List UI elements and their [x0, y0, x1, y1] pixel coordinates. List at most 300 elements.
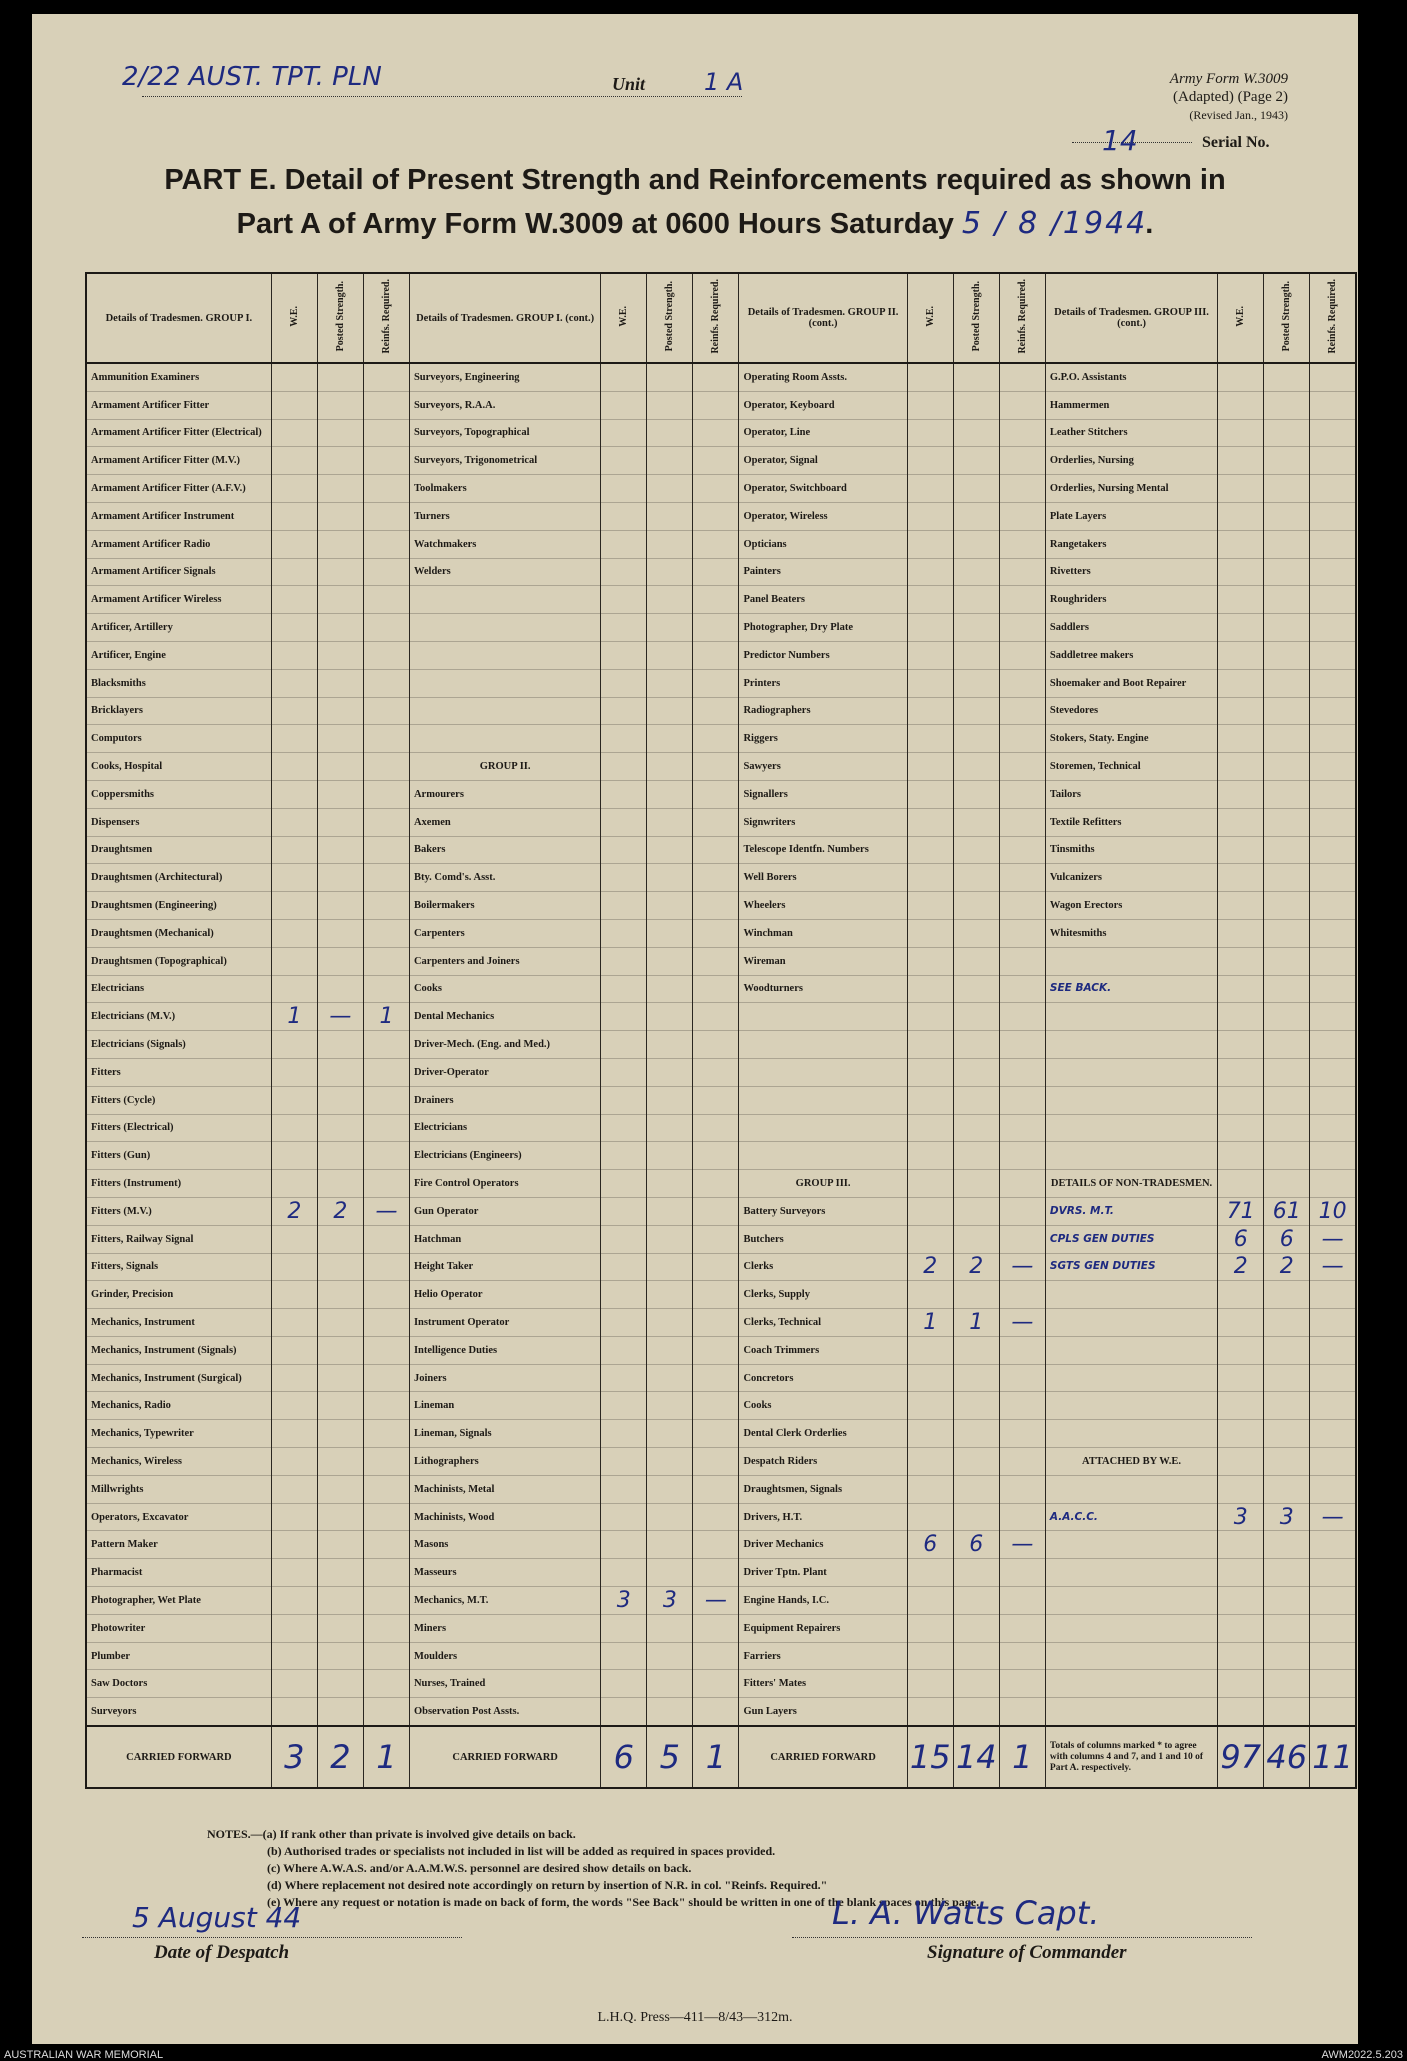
- posted-strength-cell: [1264, 1031, 1310, 1059]
- we-cell: [271, 363, 317, 391]
- we-cell: [1218, 641, 1264, 669]
- reinfs-required-cell: [1310, 1559, 1356, 1587]
- reinfs-required-cell: [363, 975, 409, 1003]
- we-cell: [907, 947, 953, 975]
- posted-strength-cell: [317, 614, 363, 642]
- we-cell: [1218, 1698, 1264, 1726]
- trade-label: Signwriters: [739, 808, 907, 836]
- we-cell: [601, 1197, 647, 1225]
- we-cell: [601, 614, 647, 642]
- we-cell: [1218, 1559, 1264, 1587]
- reinfs-required-cell: [1310, 947, 1356, 975]
- column-header-label: Reinfs. Required.: [1327, 279, 1339, 354]
- reinfs-required-cell: [363, 447, 409, 475]
- posted-strength-cell: [317, 1058, 363, 1086]
- trade-label: Carpenters and Joiners: [409, 947, 600, 975]
- reinfs-required-cell: [999, 1170, 1045, 1198]
- posted-strength-cell: [317, 1086, 363, 1114]
- reinfs-required-cell: [363, 1281, 409, 1309]
- posted-strength-cell: [953, 1114, 999, 1142]
- we-cell: [1218, 864, 1264, 892]
- we-cell: [271, 1698, 317, 1726]
- posted-strength-cell: [953, 363, 999, 391]
- we-cell: [601, 1281, 647, 1309]
- group-header-2: Details of Tradesmen. GROUP I. (cont.): [409, 273, 600, 363]
- trade-label: Joiners: [409, 1364, 600, 1392]
- posted-strength-cell: [1264, 753, 1310, 781]
- trade-label: Orderlies, Nursing: [1045, 447, 1217, 475]
- posted-strength-cell: [647, 669, 693, 697]
- reinfs-required-cell: [363, 1698, 409, 1726]
- we-cell: [907, 1225, 953, 1253]
- reinfs-required-cell: [693, 1614, 739, 1642]
- trade-label: Fire Control Operators: [409, 1170, 600, 1198]
- trade-label: [739, 1142, 907, 1170]
- posted-strength-cell: [1264, 1448, 1310, 1476]
- trade-label: Electricians (Signals): [86, 1031, 271, 1059]
- reinfs-required-cell: [1310, 1281, 1356, 1309]
- we-cell: [907, 1281, 953, 1309]
- posted-strength-cell: [317, 1698, 363, 1726]
- reinfs-required-cell: [363, 391, 409, 419]
- reinfs-required-cell: [693, 1086, 739, 1114]
- we-cell: [907, 1031, 953, 1059]
- table-row: [86, 975, 1356, 1003]
- trade-label: Wireman: [739, 947, 907, 975]
- trade-label: Engine Hands, I.C.: [739, 1587, 907, 1615]
- trade-label: Equipment Repairers: [739, 1614, 907, 1642]
- reinfs-required-cell: [999, 1197, 1045, 1225]
- reinfs-required-cell: [363, 1531, 409, 1559]
- reinfs-required-cell: [1310, 1698, 1356, 1726]
- posted-strength-cell: [317, 1114, 363, 1142]
- we-cell: [1218, 1392, 1264, 1420]
- table-row: [86, 725, 1356, 753]
- table-row: [86, 586, 1356, 614]
- trade-label: Driver Tptn. Plant: [739, 1559, 907, 1587]
- we-cell: [601, 669, 647, 697]
- reinfs-required-cell: [363, 947, 409, 975]
- we-cell: [907, 1448, 953, 1476]
- we-cell: [1218, 1114, 1264, 1142]
- posted-strength-cell: [1264, 919, 1310, 947]
- trade-label: Farriers: [739, 1642, 907, 1670]
- posted-strength-cell: [1264, 1475, 1310, 1503]
- posted-strength-cell: [647, 1503, 693, 1531]
- reinfs-required-cell: [999, 1392, 1045, 1420]
- trade-label: Mechanics, Wireless: [86, 1448, 271, 1476]
- table-row: [86, 1531, 1356, 1559]
- trade-label: Coach Trimmers: [739, 1336, 907, 1364]
- reinfs-required-cell: [363, 419, 409, 447]
- trade-label: [409, 641, 600, 669]
- we-cell: [271, 725, 317, 753]
- we-cell: [271, 1031, 317, 1059]
- trade-label: Masons: [409, 1531, 600, 1559]
- column-header-reinfs: [363, 273, 409, 363]
- we-cell: [271, 1364, 317, 1392]
- trade-label: Armament Artificer Radio: [86, 530, 271, 558]
- we-cell: [907, 1642, 953, 1670]
- posted-strength-cell: [647, 1392, 693, 1420]
- reinfs-required-cell: [363, 753, 409, 781]
- posted-strength-cell: [647, 1253, 693, 1281]
- trade-label: Electricians: [86, 975, 271, 1003]
- reinfs-required-cell: [999, 1058, 1045, 1086]
- posted-strength-cell: [953, 1086, 999, 1114]
- reinfs-required-cell: [693, 363, 739, 391]
- posted-strength-cell: [317, 1142, 363, 1170]
- we-cell: [907, 808, 953, 836]
- reinfs-required-cell: —: [363, 1197, 409, 1225]
- reinfs-required-cell: [999, 1448, 1045, 1476]
- trade-label: Draughtsmen, Signals: [739, 1475, 907, 1503]
- we-cell: [271, 530, 317, 558]
- posted-strength-cell: [317, 419, 363, 447]
- posted-strength-cell: [647, 1003, 693, 1031]
- table-row: [86, 391, 1356, 419]
- we-cell: [907, 1114, 953, 1142]
- reinfs-required-cell: [693, 1058, 739, 1086]
- form-adapted: (Adapted) (Page 2): [1173, 89, 1288, 105]
- posted-strength-cell: [647, 419, 693, 447]
- reinfs-required-cell: [693, 725, 739, 753]
- reinfs-required-cell: [999, 475, 1045, 503]
- trade-label: [409, 725, 600, 753]
- reinfs-required-cell: [363, 1142, 409, 1170]
- we-cell: [271, 808, 317, 836]
- we-cell: [907, 1614, 953, 1642]
- we-cell: [271, 1058, 317, 1086]
- we-cell: [601, 780, 647, 808]
- trade-label: Leather Stitchers: [1045, 419, 1217, 447]
- note-line: (d) Where replacement not desired note accordingly on return by insertion of N.R. in col. "Reinfs. Required.": [267, 1878, 828, 1892]
- table-row: [86, 1587, 1356, 1615]
- trade-label: [1045, 1475, 1217, 1503]
- reinfs-required-cell: [693, 586, 739, 614]
- we-cell: 2: [1218, 1253, 1264, 1281]
- table-row: [86, 475, 1356, 503]
- posted-strength-cell: 6: [1264, 1225, 1310, 1253]
- trade-label: Millwrights: [86, 1475, 271, 1503]
- we-cell: 3: [1218, 1503, 1264, 1531]
- trade-label: Bakers: [409, 836, 600, 864]
- we-cell: [1218, 586, 1264, 614]
- carried-forward-posted: 46: [1264, 1726, 1310, 1788]
- trade-label: [409, 697, 600, 725]
- posted-strength-cell: [953, 669, 999, 697]
- we-cell: [1218, 669, 1264, 697]
- table-row: [86, 1448, 1356, 1476]
- reinfs-required-cell: [693, 1531, 739, 1559]
- trade-label: Saw Doctors: [86, 1670, 271, 1698]
- trade-label: Saddlers: [1045, 614, 1217, 642]
- trade-label: Gun Layers: [739, 1698, 907, 1726]
- posted-strength-cell: [317, 1253, 363, 1281]
- posted-strength-cell: [647, 1225, 693, 1253]
- table-header-row: [86, 273, 1356, 363]
- reinfs-required-cell: [1310, 1031, 1356, 1059]
- table-row: [86, 1253, 1356, 1281]
- reinfs-required-cell: [1310, 725, 1356, 753]
- column-header-label: W.E.: [288, 306, 300, 327]
- reinfs-required-cell: [999, 1698, 1045, 1726]
- reinfs-required-cell: [693, 1114, 739, 1142]
- posted-strength-cell: [647, 1197, 693, 1225]
- posted-strength-cell: [953, 697, 999, 725]
- we-cell: [601, 1336, 647, 1364]
- table-row: [86, 502, 1356, 530]
- posted-strength-cell: [953, 558, 999, 586]
- posted-strength-cell: [317, 864, 363, 892]
- reinfs-required-cell: [363, 502, 409, 530]
- posted-strength-cell: [1264, 363, 1310, 391]
- posted-strength-cell: [1264, 1392, 1310, 1420]
- note-line: (c) Where A.W.A.S. and/or A.A.M.W.S. personnel are desired show details on back.: [267, 1861, 692, 1875]
- posted-strength-cell: [1264, 864, 1310, 892]
- reinfs-required-cell: [1310, 614, 1356, 642]
- posted-strength-cell: [953, 1058, 999, 1086]
- reinfs-required-cell: [1310, 669, 1356, 697]
- trade-label: Fitters: [86, 1058, 271, 1086]
- we-cell: [271, 1142, 317, 1170]
- we-cell: [907, 391, 953, 419]
- despatch-label: Date of Despatch: [154, 1942, 290, 1963]
- posted-strength-cell: [647, 975, 693, 1003]
- reinfs-required-cell: [363, 614, 409, 642]
- we-cell: [1218, 697, 1264, 725]
- reinfs-required-cell: [693, 669, 739, 697]
- we-cell: [601, 1142, 647, 1170]
- we-cell: [271, 447, 317, 475]
- reinfs-required-cell: [693, 641, 739, 669]
- carried-forward-label: CARRIED FORWARD: [409, 1726, 600, 1788]
- reinfs-required-cell: [999, 1587, 1045, 1615]
- we-cell: [907, 641, 953, 669]
- note-line: NOTES.—(a) If rank other than private is involved give details on back.: [207, 1827, 576, 1841]
- reinfs-required-cell: [363, 1058, 409, 1086]
- we-cell: [1218, 1336, 1264, 1364]
- reinfs-required-cell: [363, 864, 409, 892]
- reinfs-required-cell: [363, 1114, 409, 1142]
- reinfs-required-cell: —: [693, 1587, 739, 1615]
- posted-strength-cell: 3: [1264, 1503, 1310, 1531]
- posted-strength-cell: [1264, 1309, 1310, 1337]
- table-row: [86, 1142, 1356, 1170]
- posted-strength-cell: [317, 1475, 363, 1503]
- trade-label: Telescope Identfn. Numbers: [739, 836, 907, 864]
- reinfs-required-cell: [363, 892, 409, 920]
- we-cell: [271, 1336, 317, 1364]
- trade-label: Grinder, Precision: [86, 1281, 271, 1309]
- posted-strength-cell: [647, 586, 693, 614]
- we-cell: [271, 1225, 317, 1253]
- we-cell: [907, 1003, 953, 1031]
- column-header-reinfs: [999, 273, 1045, 363]
- reinfs-required-cell: [1310, 1086, 1356, 1114]
- we-cell: [271, 1309, 317, 1337]
- trade-label: [1045, 1559, 1217, 1587]
- we-cell: [271, 1170, 317, 1198]
- reinfs-required-cell: [999, 558, 1045, 586]
- trade-label: Pharmacist: [86, 1559, 271, 1587]
- reinfs-required-cell: [363, 1587, 409, 1615]
- column-header-label: Posted Strength.: [664, 281, 676, 352]
- we-cell: [907, 1475, 953, 1503]
- posted-strength-cell: [1264, 808, 1310, 836]
- trade-label: Blacksmiths: [86, 669, 271, 697]
- table-row: [86, 947, 1356, 975]
- posted-strength-cell: [317, 669, 363, 697]
- reinfs-required-cell: [1310, 1392, 1356, 1420]
- table-row: [86, 780, 1356, 808]
- trade-label: [1045, 1142, 1217, 1170]
- we-cell: [271, 753, 317, 781]
- we-cell: [1218, 447, 1264, 475]
- trade-label: Machinists, Wood: [409, 1503, 600, 1531]
- trade-label: Operators, Excavator: [86, 1503, 271, 1531]
- trade-label: Tailors: [1045, 780, 1217, 808]
- title-line-2-prefix: Part A of Army Form W.3009 at 0600 Hours Saturday: [236, 208, 954, 240]
- trade-label: Armament Artificer Wireless: [86, 586, 271, 614]
- totals-note: Totals of columns marked * to agree with columns 4 and 7, and 1 and 10 of Part A. respectively.: [1045, 1726, 1217, 1788]
- trade-label: Drivers, H.T.: [739, 1503, 907, 1531]
- trade-label: Armament Artificer Fitter (M.V.): [86, 447, 271, 475]
- we-cell: [271, 1587, 317, 1615]
- posted-strength-cell: [1264, 1114, 1310, 1142]
- reinfs-required-cell: [693, 1698, 739, 1726]
- table-row: [86, 614, 1356, 642]
- unit-mark: 1 A: [704, 68, 744, 96]
- posted-strength-cell: [953, 753, 999, 781]
- we-cell: [1218, 1670, 1264, 1698]
- strength-table: [85, 272, 1357, 1789]
- we-cell: [271, 391, 317, 419]
- posted-strength-cell: 2: [317, 1197, 363, 1225]
- credit-left: AUSTRALIAN WAR MEMORIAL: [4, 2049, 164, 2061]
- trade-label: Operator, Signal: [739, 447, 907, 475]
- trade-label: Sawyers: [739, 753, 907, 781]
- we-cell: [907, 1392, 953, 1420]
- posted-strength-cell: [1264, 1086, 1310, 1114]
- reinfs-required-cell: [1310, 530, 1356, 558]
- we-cell: 6: [1218, 1225, 1264, 1253]
- we-cell: [907, 780, 953, 808]
- we-cell: [907, 697, 953, 725]
- posted-strength-cell: [1264, 1364, 1310, 1392]
- posted-strength-cell: [647, 1114, 693, 1142]
- posted-strength-cell: [647, 697, 693, 725]
- reinfs-required-cell: [999, 697, 1045, 725]
- trade-label: Electricians (Engineers): [409, 1142, 600, 1170]
- reinfs-required-cell: [693, 1170, 739, 1198]
- group-header-4: Details of Tradesmen. GROUP III. (cont.): [1045, 273, 1217, 363]
- trade-label: Height Taker: [409, 1253, 600, 1281]
- trade-label: [1045, 1058, 1217, 1086]
- posted-strength-cell: [647, 1170, 693, 1198]
- we-cell: [601, 892, 647, 920]
- carried-forward-row: [86, 1726, 1356, 1788]
- posted-strength-cell: [647, 947, 693, 975]
- carried-forward-we: 97: [1218, 1726, 1264, 1788]
- we-cell: [271, 558, 317, 586]
- trade-label: Operator, Keyboard: [739, 391, 907, 419]
- reinfs-required-cell: [693, 1420, 739, 1448]
- date-handwritten: 5 / 8 /194: [961, 206, 1127, 241]
- posted-strength-cell: [647, 475, 693, 503]
- we-cell: [601, 1614, 647, 1642]
- form-page: [32, 14, 1358, 2044]
- posted-strength-cell: [647, 1309, 693, 1337]
- posted-strength-cell: 61: [1264, 1197, 1310, 1225]
- we-cell: [907, 1420, 953, 1448]
- press-line: L.H.Q. Press—411—8/43—312m.: [597, 2010, 793, 2025]
- we-cell: [271, 836, 317, 864]
- posted-strength-cell: [317, 1614, 363, 1642]
- posted-strength-cell: [317, 1031, 363, 1059]
- posted-strength-cell: [317, 753, 363, 781]
- reinfs-required-cell: [363, 780, 409, 808]
- trade-label: Mechanics, Instrument: [86, 1309, 271, 1337]
- we-cell: [601, 447, 647, 475]
- we-cell: [907, 1587, 953, 1615]
- trade-label: Orderlies, Nursing Mental: [1045, 475, 1217, 503]
- we-cell: [907, 614, 953, 642]
- posted-strength-cell: [317, 1503, 363, 1531]
- posted-strength-cell: [647, 1281, 693, 1309]
- trade-label: Surveyors, Trigonometrical: [409, 447, 600, 475]
- trade-label: [1045, 1114, 1217, 1142]
- we-cell: [907, 836, 953, 864]
- trade-label: [739, 1031, 907, 1059]
- reinfs-required-cell: —: [999, 1531, 1045, 1559]
- we-cell: [1218, 780, 1264, 808]
- reinfs-required-cell: [693, 808, 739, 836]
- we-cell: [1218, 530, 1264, 558]
- table-row: [86, 1503, 1356, 1531]
- trade-label: Operator, Line: [739, 419, 907, 447]
- trade-label: [1045, 1420, 1217, 1448]
- reinfs-required-cell: [693, 836, 739, 864]
- reinfs-required-cell: [999, 641, 1045, 669]
- we-cell: [601, 1503, 647, 1531]
- reinfs-required-cell: [693, 1031, 739, 1059]
- trade-label: [739, 1058, 907, 1086]
- reinfs-required-cell: [693, 614, 739, 642]
- posted-strength-cell: [647, 1448, 693, 1476]
- trade-label: Surveyors, R.A.A.: [409, 391, 600, 419]
- trade-label: Surveyors, Engineering: [409, 363, 600, 391]
- posted-strength-cell: [953, 391, 999, 419]
- we-cell: [601, 1086, 647, 1114]
- trade-label: Cooks, Hospital: [86, 753, 271, 781]
- table-body: [86, 363, 1356, 1788]
- reinfs-required-cell: [999, 1614, 1045, 1642]
- reinfs-required-cell: [999, 753, 1045, 781]
- posted-strength-cell: [647, 1058, 693, 1086]
- trade-label: Fitters (Electrical): [86, 1114, 271, 1142]
- reinfs-required-cell: [693, 1253, 739, 1281]
- we-cell: [1218, 1420, 1264, 1448]
- posted-strength-cell: [1264, 1170, 1310, 1198]
- reinfs-required-cell: [363, 641, 409, 669]
- posted-strength-cell: [1264, 419, 1310, 447]
- posted-strength-cell: [317, 558, 363, 586]
- trade-label: [409, 614, 600, 642]
- we-cell: [271, 1642, 317, 1670]
- posted-strength-cell: [1264, 697, 1310, 725]
- reinfs-required-cell: [693, 1364, 739, 1392]
